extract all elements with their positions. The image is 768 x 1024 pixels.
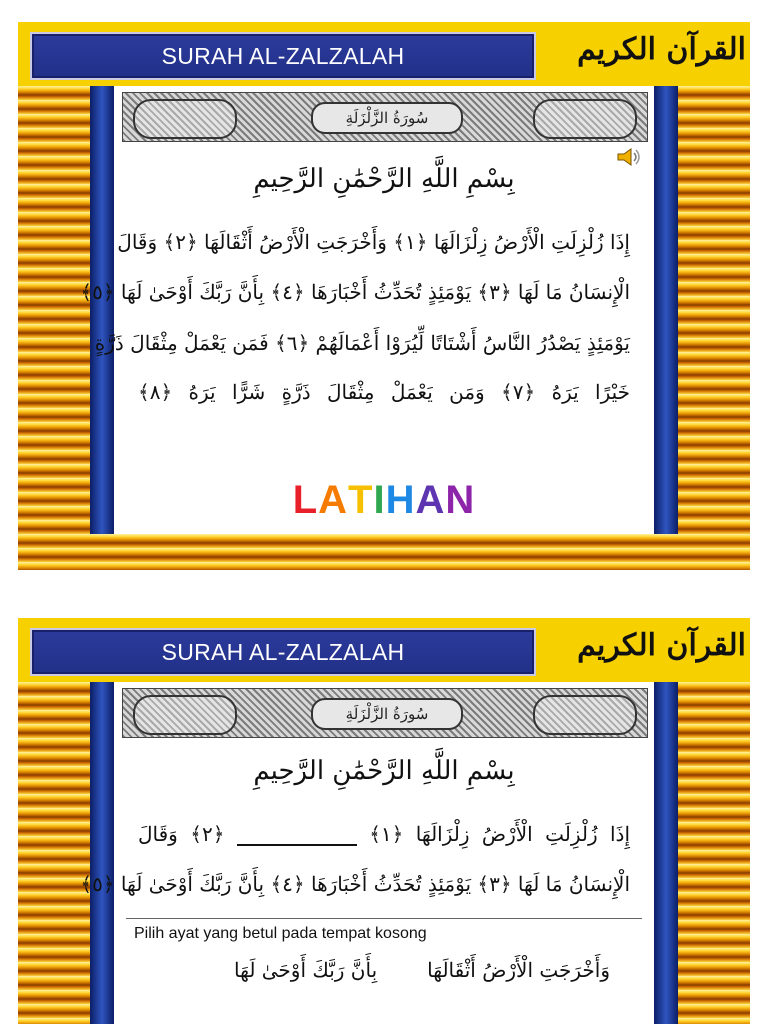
verse-line-with-blank xyxy=(138,822,630,846)
left-blue-pillar xyxy=(90,682,114,1024)
ornament-left xyxy=(133,695,237,735)
latihan-letter: A xyxy=(415,478,446,522)
left-striped-border xyxy=(18,86,91,566)
surah-header-ornament xyxy=(122,688,648,738)
latihan-letter: I xyxy=(373,478,386,522)
ornament-right xyxy=(533,99,637,139)
latihan-letter: N xyxy=(445,478,476,522)
left-blue-pillar xyxy=(90,86,114,534)
surah-name-cartouche: سُورَةُ الزَّلْزَلَةِ xyxy=(311,102,463,134)
section-divider xyxy=(126,918,642,919)
slide-exercise xyxy=(18,618,750,1024)
right-blue-pillar xyxy=(654,86,678,534)
bottom-striped-band xyxy=(18,534,750,570)
surah-header-ornament xyxy=(122,92,648,142)
right-striped-border xyxy=(677,86,750,566)
brand-title: القرآن الكريم xyxy=(577,628,746,663)
bismillah: بِسْمِ اللَّهِ الرَّحْمَٰنِ الرَّحِيمِ xyxy=(253,164,515,194)
slide-title: SURAH AL-ZALZALAH xyxy=(161,638,405,665)
answer-option-2[interactable]: بِأَنَّ رَبَّكَ أَوْحَىٰ لَهَا xyxy=(234,958,378,982)
quran-page xyxy=(80,86,654,534)
verse-line-3: يَوْمَئِذٍ يَصْدُرُ النَّاسُ أَشْتَاتًا لِّيُرَوْا أَعْمَالَهُمْ ﴿٦﴾ فَمَن يَعْمَلْ مِثْقَالَ ذَرَّةٍ xyxy=(94,331,630,355)
latihan-letter: T xyxy=(348,478,374,522)
verse-after-blank: ﴿٢﴾ وَقَالَ xyxy=(138,822,225,846)
verse-line-1: إِذَا زُلْزِلَتِ الْأَرْضُ زِلْزَالَهَا ﴿١﴾ وَأَخْرَجَتِ الْأَرْضُ أَثْقَالَهَا ﴿٢﴾ وَقَالَ xyxy=(117,230,630,254)
exercise-instruction: Pilih ayat yang betul pada tempat kosong xyxy=(134,925,427,942)
verse-line-2: الْإِنسَانُ مَا لَهَا ﴿٣﴾ يَوْمَئِذٍ تُحَدِّثُ أَخْبَارَهَا ﴿٤﴾ بِأَنَّ رَبَّكَ أَوْحَىٰ لَهَا ﴿٥﴾ xyxy=(80,872,630,896)
slide-header xyxy=(18,22,750,86)
latihan-letter: L xyxy=(292,478,319,522)
title-banner xyxy=(30,628,536,676)
latihan-letter: H xyxy=(385,478,416,522)
ornament-right xyxy=(533,695,637,735)
verse-line-2: الْإِنسَانُ مَا لَهَا ﴿٣﴾ يَوْمَئِذٍ تُحَدِّثُ أَخْبَارَهَا ﴿٤﴾ بِأَنَّ رَبَّكَ أَوْحَىٰ لَهَا ﴿٥﴾ xyxy=(80,280,630,304)
quran-page xyxy=(80,682,654,1024)
slide-reading xyxy=(18,22,750,570)
slide-header xyxy=(18,618,750,682)
bismillah: بِسْمِ اللَّهِ الرَّحْمَٰنِ الرَّحِيمِ xyxy=(253,756,515,786)
right-blue-pillar xyxy=(654,682,678,1024)
ornament-left xyxy=(133,99,237,139)
right-striped-border xyxy=(677,682,750,1024)
brand-title: القرآن الكريم xyxy=(577,32,746,67)
answer-blank[interactable] xyxy=(237,826,357,846)
latihan-letter: A xyxy=(318,478,349,522)
answer-option-1[interactable]: وَأَخْرَجَتِ الْأَرْضُ أَثْقَالَهَا xyxy=(427,958,610,982)
left-striped-border xyxy=(18,682,91,1024)
slide-title: SURAH AL-ZALZALAH xyxy=(161,42,405,69)
verse-before-blank: إِذَا زُلْزِلَتِ الْأَرْضُ زِلْزَالَهَا ﴿١﴾ xyxy=(369,822,631,846)
verse-line-4: خَيْرًا يَرَهُ ﴿٧﴾ وَمَن يَعْمَلْ مِثْقَالَ ذَرَّةٍ شَرًّا يَرَهُ ﴿٨﴾ xyxy=(138,380,631,404)
surah-name-cartouche: سُورَةُ الزَّلْزَلَةِ xyxy=(311,698,463,730)
latihan-button[interactable] xyxy=(114,478,654,523)
title-banner xyxy=(30,32,536,80)
